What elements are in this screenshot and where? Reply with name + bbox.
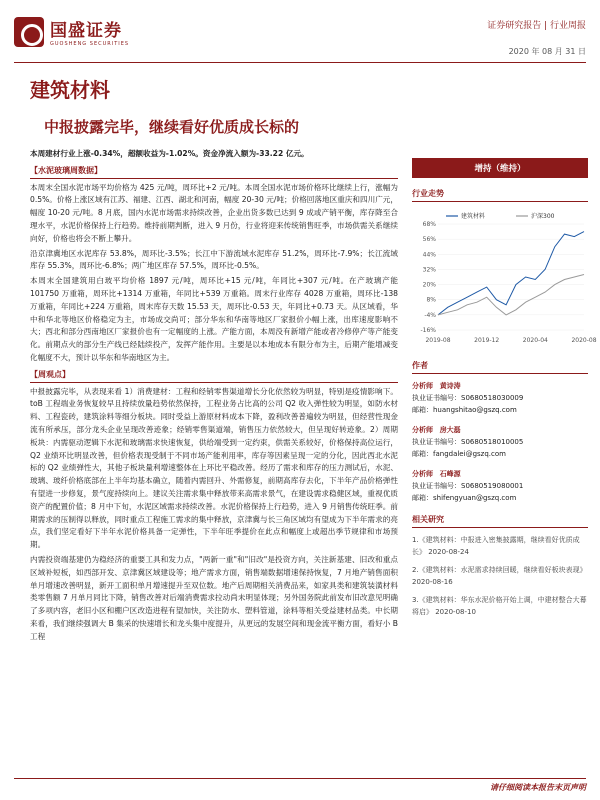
author-cert: 执业证书编号：S0680518010005 [412, 438, 524, 446]
author-role: 分析师 [412, 382, 433, 390]
paragraph-view-1: 中报披露完毕，从表现来看 1）消费建材：工程和经销零售渠道增长分化依然较为明显，特别是疫情影响下。toB 工程端业务恢复较早且持续放量趋势依然保持，工程业务占比高的公司 Q2 收入弹性较为明显，如防水材料、工程瓷砖，建筑涂料等细分板块。同时受益上游原材料成本下降，盈利改善普遍较为明显，但经营性现金流有所承压，部分龙头企业呈现改善迹象；经销零售渠道端，销售压力依然较大，但呈现好转迹象。2）周期板块：内需驱动逻辑下水泥和玻璃需求快速恢复，供给端受到一定约束，供需关系较好，价格保持高位运行，Q2 业绩环比明显改善，但价格表现受制于不同市场产能利用率，库存等因素呈现一定的分化，因此西北水泥标的 Q2 业绩弹性大，其他子板块量利增速整体在上环比平稳改善。经历了需求和库存的压力测试后，水泥、玻璃、玻纤价格底部在上半年均基本确立，随着内需回升、外需修复，前期高库存去化，下半年产品价格弹性有望进一步修复，景气度持续向上。建议关注需求集中释放带来高需求景气，在建设需求稳健区域，重视优质资产的配置价值；8 月中下旬，水泥区域需求持续改善。水泥价格保持上行趋势，进入 9 月销售传统旺季。前期需求的压制得以释放，同时重点工程施工需求的集中释放，京津冀与长三角区域均有望成为下半年需求的亮点，我们坚定看好下半年水泥价格具备一定弹性，下半年旺季提价在此点和幅度上或超出季节规律和市场预期。 [30, 386, 398, 550]
paragraph-cement: 本周末全国水泥市场平均价格为 425 元/吨，周环比+2 元/吨。本周全国水泥市场价格环比继续上行，涨幅为 0.5%。价格上涨区域有江苏、福建、江西、湖北和河南，幅度 20-30 元/吨；价格回落地区重庆和四川广元，幅度 10-20 元/吨。8 月底，国内水泥市场需求持续改善，企业出货多数已达到 9 成或产销平衡，库存降至合理水平，水泥价格保持上行趋势。维持前期判断，进入 9 月份，行业将迎来传统销售旺季，市场供需关系继续向好，价格也将会不断上攀升。 [30, 182, 398, 243]
x-tick-label: 2020-04 [522, 337, 548, 344]
author-title: 作者 [412, 360, 588, 374]
chart-title: 行业走势 [412, 188, 588, 202]
brand-name-en: GUOSHENG SECURITIES [50, 41, 130, 47]
y-tick-label: 56% [422, 236, 436, 244]
author-entry [412, 424, 588, 460]
report-date: 2020 年 08 月 31 日 [508, 47, 586, 56]
paragraph-inventory: 沿京津冀地区水泥库存 53.8%，周环比-3.5%；长江中下游流域水泥库存 51.2%，周环比-7.9%；长江流域库存 55.3%，周环比-6.8%；两广地区库存 57.5%，周环比-0.5%。 [30, 248, 398, 271]
industry-trend-chart [412, 208, 597, 348]
related-list [412, 534, 588, 618]
section-weekly-view: 【周观点】 [30, 369, 398, 383]
header-divider [14, 62, 586, 63]
author-role: 分析师 [412, 426, 433, 434]
related-item[interactable]: 2.《建筑材料：水泥需求持续回暖，继续看好板块表现》 2020-08-16 [412, 566, 587, 586]
report-type: 证券研究报告 | 行业周报 [487, 21, 586, 31]
x-tick-label: 2019-12 [474, 337, 500, 344]
author-list [412, 380, 588, 504]
legend-label: 建筑材料 [461, 213, 486, 220]
author-name: 石峰源 [439, 470, 461, 478]
logo-icon [14, 17, 44, 47]
author-entry [412, 468, 588, 504]
brand-logo [14, 16, 129, 47]
footer [14, 778, 586, 796]
sidebar [412, 148, 597, 624]
y-tick-label: 68% [422, 221, 436, 228]
author-email[interactable]: 邮箱：fangdalei@gszq.com [412, 450, 506, 458]
x-tick-label: 2019-08 [425, 337, 451, 344]
x-tick-label: 2020-08 [571, 337, 597, 344]
related-title: 相关研究 [412, 514, 588, 528]
y-tick-label: 32% [422, 266, 436, 274]
y-tick-label: 44% [422, 251, 436, 259]
footer-note: 请仔细阅读本报告末页声明 [490, 783, 586, 792]
rating-badge: 增持（维持） [412, 158, 588, 178]
paragraph-glass: 本周末全国建筑用白玻平均价格 1897 元/吨，周环比+15 元/吨，年同比+307 元/吨。在产玻璃产能 101750 万重箱，周环比+1314 万重箱，年同比+539 万重箱。周末行业库存 4028 万重箱，周环比-138 万重箱，年同比+224 万重箱，周末库存天数 15.53 天，周环比-0.53 天，年同比+0.73 天。从区域看，华中和华北等地区价格稳定为主，市场成交尚可；部分华东和华南等地区厂家报价小幅上涨，出库速度影响不大；西北和部分西南地区厂家报价也有一定幅度的上涨。产能方面，本周没有新增产能或者冷修停产等产能变化。前期点火的部分生产线已经陆续投产，发挥产能作用。主要是以本地成本有限分布为主，后期产能增减变化幅度不大，预计以华东和华南地区为主。 [30, 276, 398, 362]
report-header [14, 10, 586, 56]
y-tick-label: 20% [422, 281, 436, 289]
series-line [438, 232, 584, 315]
paragraph-view-2: 内需投资端基建仍为稳经济的重要工具和发力点，"两新一重"和"旧改"是投资方向，关注新基建、旧改和重点区域补短板，如西部开发、京津冀区域建设等；地产需求方面，销售端数据增速保持恢复，7 月地产销售面积单月增速改善明显，新开工面积单月增速提升至双位数。地产后周期相关消费品来，如家具类和建筑装潢材料类零售额 7 月单月同比下降，销售改善对后端消费需求拉动尚未明显体现；另外国务院此前发布旧改意见明确了多项内容，老旧小区和棚户区改造进程有望加快，关注防水、塑料管道，涂料等相关受益建材品类。中长期来看，我们继续强调大 B 集采的快速增长和龙头集中度提升，从更远的发展空间和现金流平衡方面，看好小 B 工程 [30, 554, 398, 641]
brand-name: 国盛证券 [50, 21, 122, 41]
industry-title: 建筑材料 [30, 78, 110, 102]
y-tick-label: 8% [426, 296, 436, 304]
report-headline: 中报披露完毕，继续看好优质成长标的 [44, 118, 300, 136]
y-tick-label: -16% [420, 327, 436, 334]
main-column [30, 148, 398, 645]
author-role: 分析师 [412, 470, 433, 478]
author-cert: 执业证书编号：S0680518030009 [412, 394, 524, 402]
summary: 本周建材行业上涨-0.34%，超额收益为-1.02%。资金净流入额为-33.22 亿元。 [30, 149, 309, 158]
related-item[interactable]: 3.《建筑材料：华东水泥价格开始上调，中建材整合大幕将启》 2020-08-10 [412, 596, 587, 616]
y-tick-label: -4% [424, 311, 436, 319]
author-email[interactable]: 邮箱：huangshitao@gszq.com [412, 406, 517, 414]
author-email[interactable]: 邮箱：shifengyuan@gszq.com [412, 494, 517, 502]
author-entry [412, 380, 588, 416]
section-cement-glass-data: 【水泥玻璃周数据】 [30, 165, 398, 179]
author-cert: 执业证书编号：S0680519080001 [412, 482, 524, 490]
author-name: 黄诗涛 [439, 382, 461, 390]
related-item[interactable]: 1.《建筑材料：中报进入密集披露期，继续看好优质成长》 2020-08-24 [412, 536, 580, 556]
author-name: 房大磊 [439, 426, 461, 434]
legend-label: 沪深300 [531, 213, 555, 220]
